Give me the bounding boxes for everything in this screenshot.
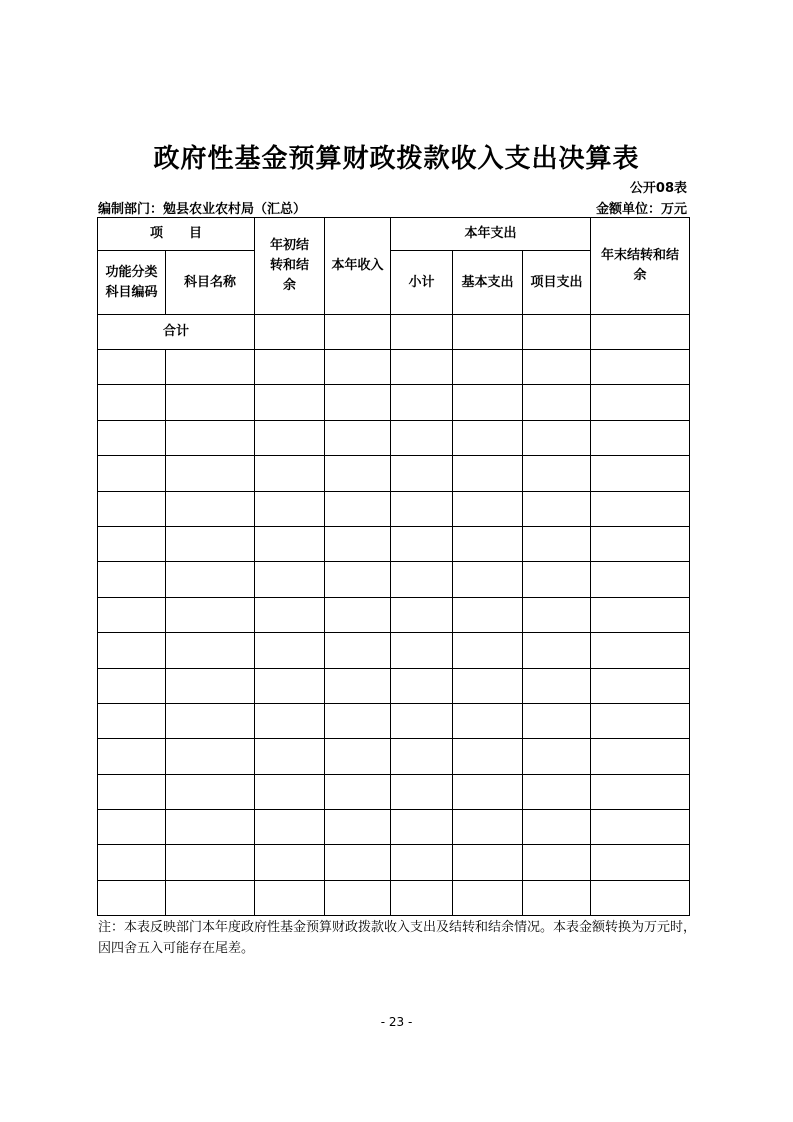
table-cell: [591, 456, 690, 491]
budget-table: [97, 217, 690, 916]
table-cell: [255, 350, 325, 385]
table-cell: [325, 845, 391, 880]
table-cell: [255, 774, 325, 809]
table-cell: [166, 385, 255, 420]
table-cell: [523, 703, 591, 738]
table-cell: [591, 774, 690, 809]
form-number: 公开08表: [629, 181, 687, 196]
table-cell: [166, 774, 255, 809]
total-cell: [391, 315, 453, 350]
table-row: [98, 350, 690, 385]
header-func-code: 功能分类科目编码: [98, 251, 166, 315]
table-cell: [523, 668, 591, 703]
table-cell: [166, 420, 255, 455]
table-cell: [523, 774, 591, 809]
table-cell: [391, 668, 453, 703]
table-cell: [391, 420, 453, 455]
header-subject-name: 科目名称: [166, 251, 255, 315]
table-row: [98, 880, 690, 915]
table-cell: [255, 456, 325, 491]
amount-unit: 金额单位：万元: [595, 202, 687, 217]
table-cell: [591, 703, 690, 738]
table-cell: [325, 810, 391, 845]
table-row: [98, 597, 690, 632]
table-cell: [255, 526, 325, 561]
table-cell: [591, 880, 690, 915]
table-cell: [523, 562, 591, 597]
table-cell: [98, 774, 166, 809]
table-cell: [255, 633, 325, 668]
table-cell: [523, 420, 591, 455]
table-cell: [325, 880, 391, 915]
table-cell: [523, 810, 591, 845]
table-cell: [391, 350, 453, 385]
table-cell: [166, 597, 255, 632]
table-cell: [453, 350, 523, 385]
table-cell: [166, 880, 255, 915]
table-cell: [325, 633, 391, 668]
table-cell: [166, 810, 255, 845]
header-item: 项 目: [98, 218, 255, 251]
table-cell: [391, 562, 453, 597]
table-cell: [255, 562, 325, 597]
table-cell: [166, 526, 255, 561]
table-cell: [453, 597, 523, 632]
table-row: [98, 668, 690, 703]
table-cell: [166, 845, 255, 880]
table-cell: [523, 491, 591, 526]
table-cell: [166, 350, 255, 385]
table-cell: [255, 845, 325, 880]
table-cell: [591, 562, 690, 597]
table-cell: [523, 350, 591, 385]
table-row: [98, 562, 690, 597]
compiling-department: 编制部门：勉县农业农村局（汇总）: [98, 202, 307, 217]
total-label: 合计: [98, 315, 255, 350]
table-cell: [98, 420, 166, 455]
table-cell: [453, 774, 523, 809]
table-cell: [255, 739, 325, 774]
table-cell: [391, 739, 453, 774]
table-cell: [391, 880, 453, 915]
table-cell: [98, 562, 166, 597]
table-cell: [453, 491, 523, 526]
table-note: 注：本表反映部门本年度政府性基金预算财政拨款收入支出及结转和结余情况。本表金额转换为万元时，因四舍五入可能存在尾差。: [98, 920, 697, 956]
table-cell: [523, 597, 591, 632]
header-expense: 本年支出: [391, 218, 591, 251]
table-cell: [255, 880, 325, 915]
table-cell: [98, 526, 166, 561]
table-row: [98, 526, 690, 561]
table-cell: [255, 385, 325, 420]
table-cell: [591, 350, 690, 385]
table-cell: [523, 633, 591, 668]
table-cell: [453, 526, 523, 561]
total-cell: [453, 315, 523, 350]
header-begin-balance: 年初结转和结余: [255, 218, 325, 315]
table-cell: [591, 420, 690, 455]
table-cell: [591, 845, 690, 880]
table-cell: [325, 420, 391, 455]
table-row: [98, 420, 690, 455]
header-subtotal: 小计: [391, 251, 453, 315]
table-cell: [98, 597, 166, 632]
table-cell: [453, 880, 523, 915]
table-row: [98, 385, 690, 420]
table-cell: [453, 562, 523, 597]
page-number: - 23 -: [380, 1015, 413, 1029]
header-basic: 基本支出: [453, 251, 523, 315]
table-cell: [391, 526, 453, 561]
table-cell: [591, 491, 690, 526]
table-cell: [98, 880, 166, 915]
header-income: 本年收入: [325, 218, 391, 315]
table-cell: [523, 526, 591, 561]
table-row: [98, 774, 690, 809]
table-cell: [98, 385, 166, 420]
table-cell: [325, 774, 391, 809]
table-cell: [325, 456, 391, 491]
table-row: [98, 845, 690, 880]
table-cell: [523, 739, 591, 774]
table-row: [98, 703, 690, 738]
table-row: [98, 633, 690, 668]
table-cell: [255, 597, 325, 632]
table-cell: [591, 739, 690, 774]
table-cell: [166, 562, 255, 597]
table-cell: [523, 880, 591, 915]
total-cell: [523, 315, 591, 350]
header-project: 项目支出: [523, 251, 591, 315]
table-cell: [591, 633, 690, 668]
header-end-balance: 年末结转和结余: [591, 218, 690, 315]
table-cell: [391, 597, 453, 632]
table-cell: [98, 810, 166, 845]
page-title: 政府性基金预算财政拨款收入支出决算表: [153, 144, 640, 174]
table-cell: [391, 456, 453, 491]
table-cell: [591, 385, 690, 420]
table-cell: [523, 456, 591, 491]
table-cell: [391, 491, 453, 526]
table-row: [98, 810, 690, 845]
table-cell: [391, 703, 453, 738]
table-row: [98, 491, 690, 526]
table-cell: [98, 491, 166, 526]
table-cell: [325, 350, 391, 385]
table-cell: [453, 845, 523, 880]
table-cell: [166, 491, 255, 526]
table-cell: [325, 703, 391, 738]
table-cell: [391, 774, 453, 809]
table-cell: [523, 385, 591, 420]
table-cell: [166, 633, 255, 668]
table-cell: [453, 703, 523, 738]
table-cell: [98, 350, 166, 385]
table-cell: [391, 633, 453, 668]
table-cell: [453, 739, 523, 774]
table-cell: [591, 526, 690, 561]
table-cell: [98, 668, 166, 703]
table-cell: [391, 385, 453, 420]
table-cell: [453, 420, 523, 455]
table-cell: [453, 385, 523, 420]
table-cell: [325, 668, 391, 703]
table-cell: [453, 668, 523, 703]
table-cell: [325, 562, 391, 597]
table-cell: [255, 703, 325, 738]
table-cell: [325, 597, 391, 632]
table-cell: [453, 456, 523, 491]
table-row: [98, 456, 690, 491]
table-cell: [255, 491, 325, 526]
table-cell: [166, 703, 255, 738]
total-cell: [255, 315, 325, 350]
total-cell: [325, 315, 391, 350]
table-cell: [523, 845, 591, 880]
table-cell: [591, 668, 690, 703]
total-cell: [591, 315, 690, 350]
table-cell: [391, 845, 453, 880]
table-cell: [98, 845, 166, 880]
table-cell: [98, 456, 166, 491]
table-cell: [453, 633, 523, 668]
table-cell: [98, 633, 166, 668]
table-cell: [166, 739, 255, 774]
table-cell: [166, 668, 255, 703]
table-row: [98, 739, 690, 774]
table-cell: [325, 739, 391, 774]
table-cell: [98, 703, 166, 738]
table-cell: [325, 526, 391, 561]
table-cell: [255, 668, 325, 703]
table-cell: [591, 597, 690, 632]
table-cell: [255, 420, 325, 455]
table-cell: [325, 491, 391, 526]
table-cell: [98, 739, 166, 774]
table-cell: [391, 810, 453, 845]
table-cell: [591, 810, 690, 845]
table-cell: [325, 385, 391, 420]
table-cell: [453, 810, 523, 845]
table-cell: [166, 456, 255, 491]
table-cell: [255, 810, 325, 845]
